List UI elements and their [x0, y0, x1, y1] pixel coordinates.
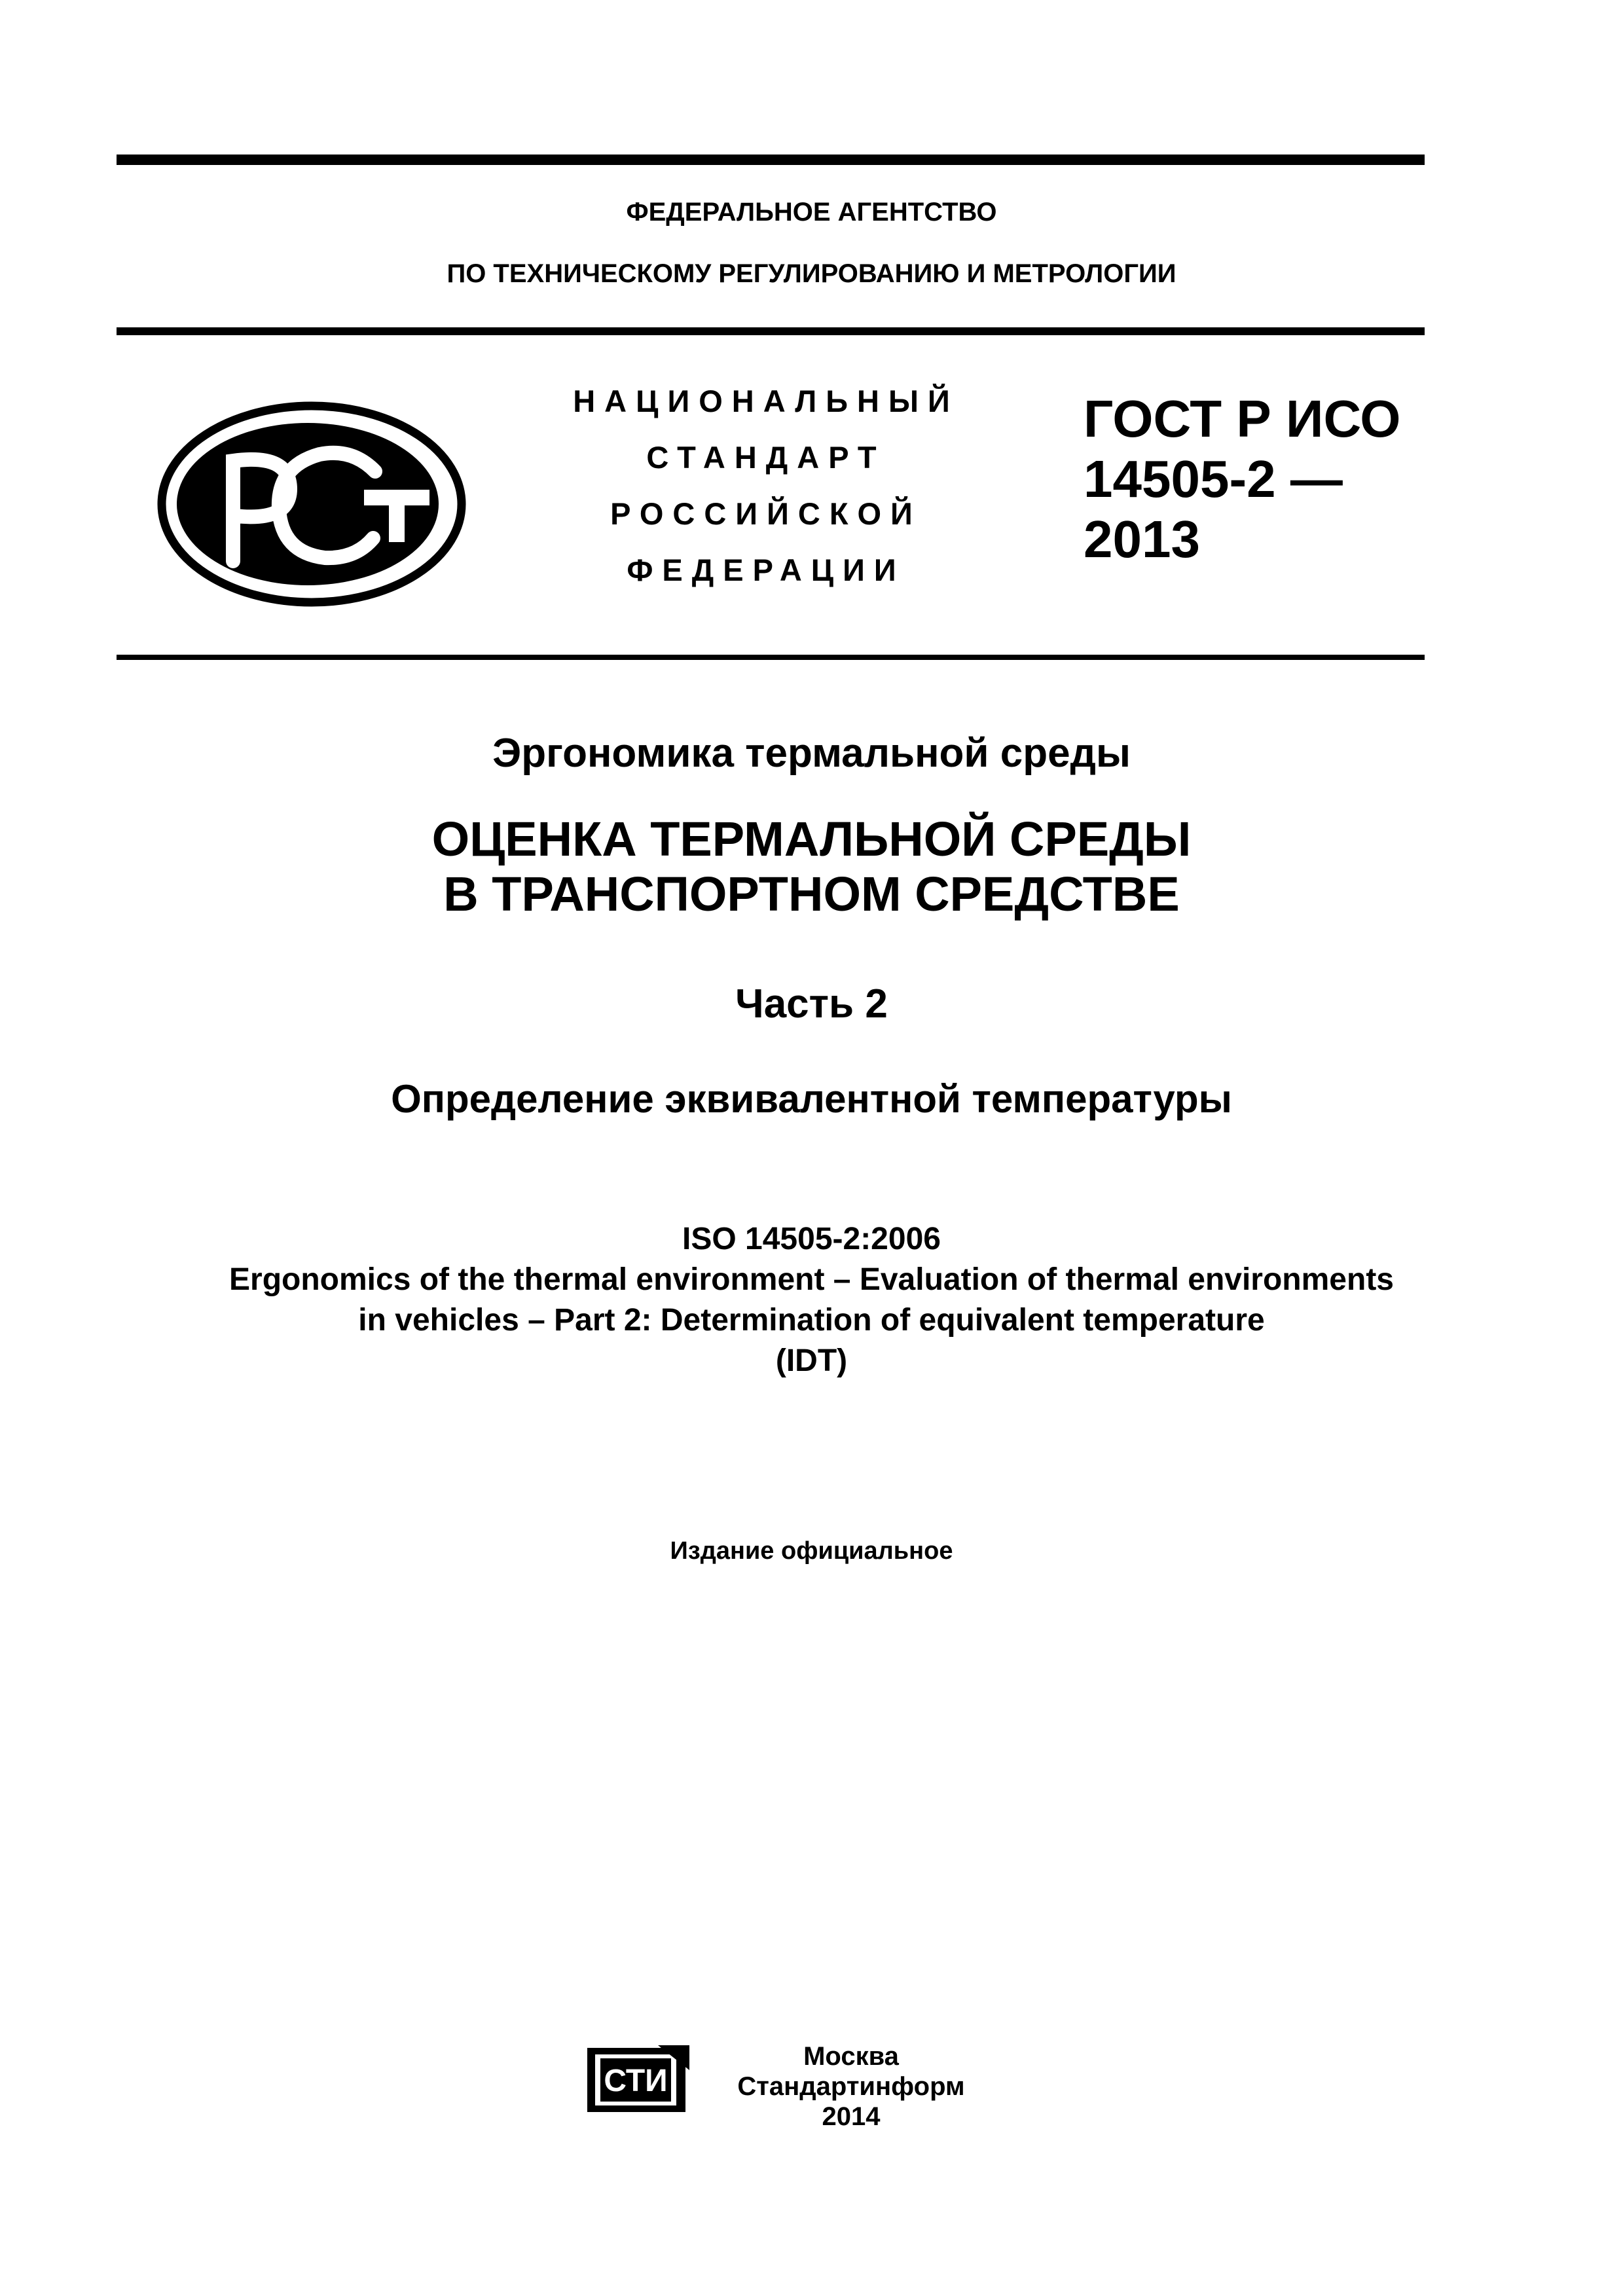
designation-line-2: 14505-2 —: [1084, 450, 1343, 508]
standartinform-logo-icon: [586, 2044, 691, 2115]
gost-r-logo-icon: [156, 401, 467, 608]
iso-code: ISO 14505-2:2006: [682, 1222, 941, 1256]
standard-type-line-4: ФЕДЕРАЦИИ: [627, 553, 905, 587]
designation-line-1: ГОСТ Р ИСО: [1084, 390, 1401, 448]
header-rule: [117, 327, 1425, 335]
publisher-city: Москва: [803, 2042, 899, 2071]
standard-type-line-1: НАЦИОНАЛЬНЫЙ: [573, 384, 959, 418]
main-title-line-1: ОЦЕНКА ТЕРМАЛЬНОЙ СРЕДЫ: [431, 812, 1192, 866]
publisher-name: Стандартинформ: [737, 2072, 965, 2101]
designation-line-3: 2013: [1084, 510, 1200, 568]
standard-type-line-3: РОССИЙСКОЙ: [610, 496, 922, 531]
publisher-year: 2014: [822, 2102, 881, 2131]
standard-type-line-2: СТАНДАРТ: [646, 440, 886, 475]
iso-degree: (IDT): [775, 1343, 848, 1378]
top-thick-rule: [117, 155, 1425, 165]
part-number: Часть 2: [735, 981, 888, 1027]
agency-line-2: ПО ТЕХНИЧЕСКОМУ РЕГУЛИРОВАНИЮ И МЕТРОЛОГИИ: [447, 259, 1176, 288]
iso-title-line-2: in vehicles – Part 2: Determination of equivalent temperature: [358, 1303, 1265, 1338]
part-title: Определение эквивалентной температуры: [391, 1077, 1232, 1121]
svg-text:СТИ: СТИ: [604, 2064, 668, 2098]
iso-title-line-1: Ergonomics of the thermal environment – Evaluation of thermal environments: [229, 1262, 1394, 1297]
agency-line-1: ФЕДЕРАЛЬНОЕ АГЕНТСТВО: [626, 198, 997, 227]
main-title-line-2: В ТРАНСПОРТНОМ СРЕДСТВЕ: [443, 867, 1180, 921]
designation-rule: [117, 655, 1425, 660]
subject-title: Эргономика термальной среды: [492, 731, 1131, 776]
edition-note: Издание официальное: [670, 1537, 953, 1565]
